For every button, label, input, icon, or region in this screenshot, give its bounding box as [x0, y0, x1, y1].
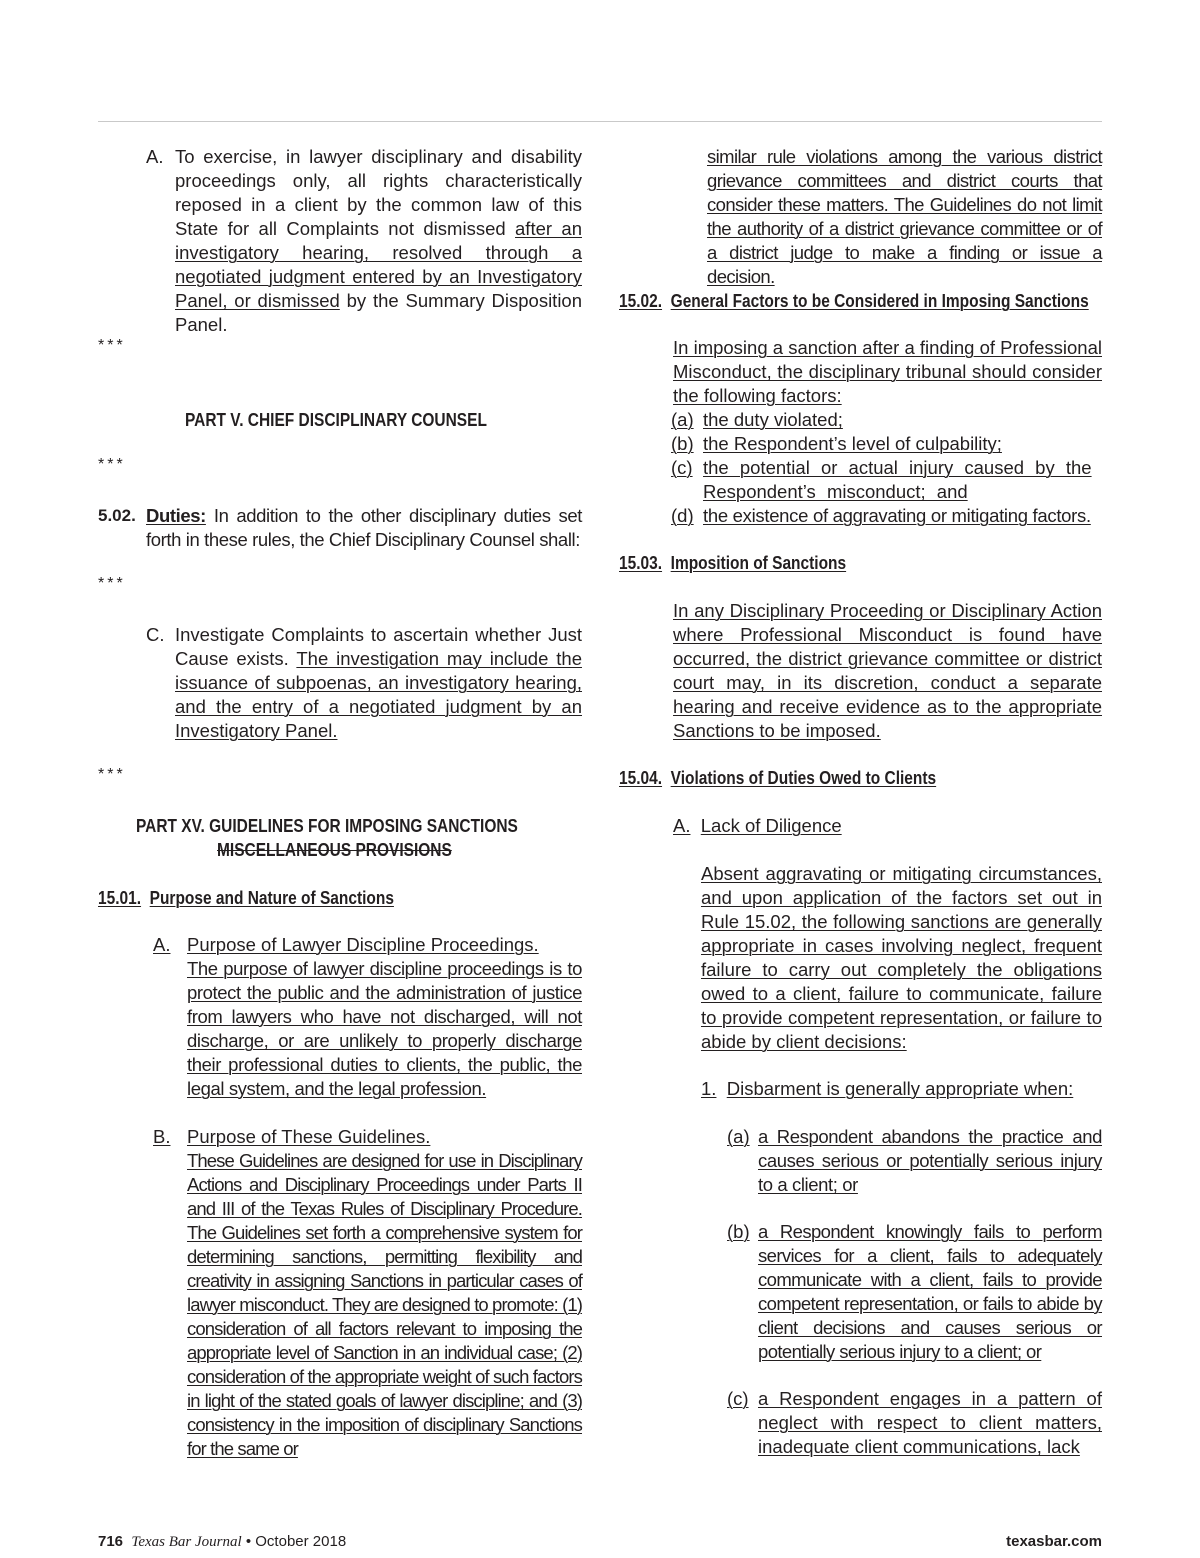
factor-text: the potential or actual injury caused by the Respondent’s misconduct; and — [703, 457, 1092, 502]
factor-label: (d) — [671, 505, 694, 526]
item-1-label: 1. — [701, 1078, 717, 1099]
item-1-b-text: a Respondent knowingly fails to perform services for a client, fails to adequately communicate with a client, fails to provide competent representation, or fails to abide by client decisions and causes serious or potentially serious injury to a client; or — [758, 1221, 1102, 1362]
sub-b-title: Purpose of These Guidelines. — [187, 1126, 431, 1147]
item-c-text: Investigate Complaints to ascertain whether Just Cause exists. The investigation may include the issuance of subpoenas, an investigatory hearing, and the entry of a negotiated judgment by an Investigatory Panel. — [175, 624, 582, 741]
sub-a-diligence — [673, 814, 1102, 838]
sub-a-diligence-label: A. — [673, 815, 691, 836]
sub-b-text: These Guidelines are designed for use in Disciplinary Actions and Disciplinary Proceedings under Parts II and III of the Texas Rules of Disciplinary Procedure. The Guidelines set forth a comprehensive system for determining sanctions, permitting flexibility and creativity in assigning Sanctions in particular cases of lawyer misconduct. They are designed to promote: (1) consideration of all factors relevant to imposing the appropriate level of Sanction in an individual case; (2) consideration of the appropriate weight of such factors in light of the stated goals of lawyer discipline; and (3) consistency in the imposition of disciplinary Sanctions for the same or — [187, 1150, 583, 1459]
factor-text: the duty violated; — [703, 409, 843, 430]
factor-item — [671, 432, 1102, 456]
rule-15-01-number: 15.01. — [98, 888, 142, 908]
item-a — [146, 145, 582, 337]
part-xv-heading: PART XV. GUIDELINES FOR IMPOSING SANCTIONS — [136, 816, 518, 836]
item-1-text: Disbarment is generally appropriate when: — [726, 1078, 1074, 1099]
rule-15-02-title: General Factors to be Considered in Imposing Sanctions — [670, 291, 1089, 311]
item-c-label: C. — [146, 624, 165, 645]
rule-15-01-title: Purpose and Nature of Sanctions — [149, 888, 394, 908]
item-1-b — [727, 1220, 1102, 1364]
item-1-b-label: (b) — [727, 1221, 750, 1242]
omission-stars-2: *** — [98, 456, 126, 473]
part-xv-struck-heading: MISCELLANEOUS PROVISIONS — [217, 840, 452, 860]
factor-text: the Respondent’s level of culpability; — [703, 433, 1002, 454]
sub-a-diligence-title: Lack of Diligence — [700, 815, 842, 836]
issue-date: October 2018 — [255, 1533, 347, 1550]
sub-a-text: The purpose of lawyer discipline proceedings is to protect the public and the administration of justice from lawyers who have not discharged, will not discharge, or are unlikely to properly discharge their professional duties to clients, the public, the legal system, and the legal profession. — [187, 958, 582, 1099]
continued-text: similar rule violations among the various district grievance committees and district courts that consider these matters. The Guidelines do not limit the authority of a district grievance committee or of a district judge to make a finding or issue a decision. — [707, 146, 1102, 287]
rule-15-04-heading — [619, 766, 936, 790]
item-1-c — [727, 1387, 1102, 1459]
item-a-label: A. — [146, 146, 164, 167]
rule-15-04-intro: Absent aggravating or mitigating circumstances, and upon application of the factors set out in Rule 15.02, the following sanctions are generally appropriate in cases involving neglect, frequent failure to carry out completely the obligations owed to a client, failure to communicate, failure to provide competent representation, or failure to abide by client decisions: — [701, 863, 1102, 1052]
sub-a-purpose — [153, 933, 582, 1101]
rule-15-02-heading — [619, 289, 1089, 313]
sub-b-guidelines — [153, 1125, 582, 1461]
omission-stars-3: *** — [98, 575, 126, 592]
magazine-title: Texas Bar Journal — [131, 1534, 242, 1550]
part-v-heading: PART V. CHIEF DISCIPLINARY COUNSEL — [185, 410, 487, 430]
sub-a-label: A. — [153, 934, 171, 955]
omission-stars-4: *** — [98, 766, 126, 783]
sub-a-title: Purpose of Lawyer Discipline Proceedings. — [187, 934, 539, 955]
rule-15-04-title: Violations of Duties Owed to Clients — [670, 768, 937, 788]
item-1-a — [727, 1125, 1102, 1197]
rule-15-03-text: In any Disciplinary Proceeding or Disciplinary Action where Professional Misconduct is found have occurred, the district grievance committee or district court may, in its discretion, conduct a separate hearing and receive evidence as to the appropriate Sanctions to be imposed. — [673, 600, 1102, 741]
item-1-c-label: (c) — [727, 1388, 749, 1409]
rule-5-02-title: Duties: — [146, 505, 206, 526]
omission-stars-1: *** — [98, 337, 126, 354]
factor-label: (c) — [671, 457, 693, 478]
item-a-text: To exercise, in lawyer disciplinary and disability proceedings only, all rights characteristically reposed in a client by the common law of this State for all Complaints not dismissed after an investigatory hearing, resolved through a negotiated judgment entered by an Investigatory Panel, or dismissed by the Summary Disposition Panel. — [175, 146, 583, 335]
rule-5-02-number: 5.02. — [98, 506, 136, 525]
item-1-c-text: a Respondent engages in a pattern of neglect with respect to client matters, inadequate client communications, lack — [758, 1388, 1102, 1457]
item-c — [146, 623, 582, 743]
item-1-a-label: (a) — [727, 1126, 750, 1147]
factor-label: (b) — [671, 433, 694, 454]
rule-15-02-factors — [671, 408, 1102, 528]
factor-item — [671, 408, 1102, 432]
page-number: 716 — [98, 1533, 124, 1550]
rule-15-04-number: 15.04. — [619, 768, 663, 788]
factor-label: (a) — [671, 409, 694, 430]
rule-15-03-number: 15.03. — [619, 553, 663, 573]
top-rule — [98, 121, 1102, 122]
rule-15-02-intro: In imposing a sanction after a finding of Professional Misconduct, the disciplinary tribunal should consider the following factors: — [673, 337, 1102, 406]
factor-text: the existence of aggravating or mitigating factors. — [703, 505, 1091, 526]
sub-b-label: B. — [153, 1126, 171, 1147]
item-1 — [701, 1077, 1102, 1101]
factor-item — [671, 456, 1102, 504]
rule-15-03-title: Imposition of Sanctions — [670, 553, 847, 573]
rule-5-02 — [98, 504, 582, 552]
footer-bullet: • — [245, 1533, 252, 1550]
rule-15-03-heading — [619, 551, 846, 575]
rule-5-02-text: Duties: In addition to the other disciplinary duties set forth in these rules, the Chief Disciplinary Counsel shall: — [146, 505, 582, 550]
rule-15-01-heading — [98, 886, 394, 910]
item-1-a-text: a Respondent abandons the practice and causes serious or potentially serious injury to a client; or — [758, 1126, 1102, 1195]
rule-15-02-number: 15.02. — [619, 291, 663, 311]
factor-item — [671, 504, 1102, 528]
website-link[interactable]: texasbar.com — [1006, 1533, 1102, 1550]
footer-left — [98, 1532, 346, 1552]
